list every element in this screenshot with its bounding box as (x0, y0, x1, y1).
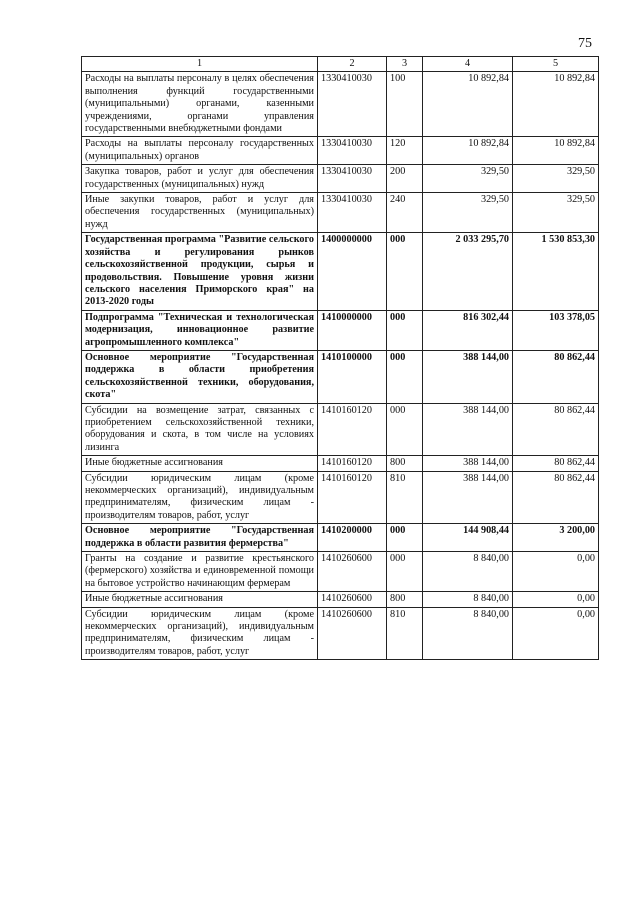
row-type-cell: 810 (387, 471, 423, 524)
row-code-cell: 1410160120 (318, 456, 387, 471)
row-value-col5: 1 530 853,30 (513, 233, 599, 310)
header-col-3: 3 (387, 57, 423, 72)
table-row (82, 403, 599, 456)
row-value-col4: 10 892,84 (423, 72, 513, 137)
row-value-col5: 0,00 (513, 592, 599, 607)
table-row (82, 193, 599, 233)
row-type-cell: 120 (387, 137, 423, 165)
row-type-cell: 000 (387, 310, 423, 350)
row-type-cell: 810 (387, 607, 423, 660)
row-code-cell: 1410100000 (318, 350, 387, 403)
row-name-cell: Подпрограмма "Техническая и технологическая модернизация, инновационное развитие агропромышленного комплекса" (82, 310, 318, 350)
row-value-col4: 388 144,00 (423, 471, 513, 524)
row-value-col4: 329,50 (423, 193, 513, 233)
row-type-cell: 800 (387, 456, 423, 471)
row-value-col4: 2 033 295,70 (423, 233, 513, 310)
row-type-cell: 100 (387, 72, 423, 137)
table-row (82, 310, 599, 350)
row-type-cell: 000 (387, 524, 423, 552)
row-code-cell: 1330410030 (318, 72, 387, 137)
row-name-cell: Государственная программа "Развитие сельского хозяйства и регулирования рынков сельскохозяйственной продукции, сырья и продовольствия. Повышение уровня жизни сельского населения Приморского края" на 2013-2020 годы (82, 233, 318, 310)
table-row (82, 592, 599, 607)
row-code-cell: 1330410030 (318, 193, 387, 233)
table-row (82, 456, 599, 471)
table-row (82, 137, 599, 165)
row-value-col4: 8 840,00 (423, 607, 513, 660)
table-row (82, 72, 599, 137)
header-col-5: 5 (513, 57, 599, 72)
table-row (82, 233, 599, 310)
row-type-cell: 000 (387, 350, 423, 403)
row-value-col5: 80 862,44 (513, 403, 599, 456)
row-type-cell: 800 (387, 592, 423, 607)
row-name-cell: Основное мероприятие "Государственная поддержка в области развития фермерства" (82, 524, 318, 552)
row-code-cell: 1410260600 (318, 552, 387, 592)
row-type-cell: 000 (387, 552, 423, 592)
table-row (82, 165, 599, 193)
row-name-cell: Закупка товаров, работ и услуг для обеспечения государственных (муниципальных) нужд (82, 165, 318, 193)
row-code-cell: 1410260600 (318, 592, 387, 607)
row-type-cell: 240 (387, 193, 423, 233)
row-code-cell: 1410260600 (318, 607, 387, 660)
row-code-cell: 1410000000 (318, 310, 387, 350)
page-number: 75 (578, 36, 592, 51)
row-name-cell: Гранты на создание и развитие крестьянского (фермерского) хозяйства и единовременной помощи на бытовое устройство начинающим фермерам (82, 552, 318, 592)
row-name-cell: Иные бюджетные ассигнования (82, 592, 318, 607)
row-name-cell: Субсидии на возмещение затрат, связанных с приобретением сельскохозяйственной техники, оборудования и скота, в том числе на условиях лизинга (82, 403, 318, 456)
row-value-col4: 816 302,44 (423, 310, 513, 350)
row-value-col5: 329,50 (513, 193, 599, 233)
row-name-cell: Субсидии юридическим лицам (кроме некоммерческих организаций), индивидуальным предпринимателям, физическим лицам - производителям товаров, работ, услуг (82, 607, 318, 660)
row-name-cell: Иные закупки товаров, работ и услуг для обеспечения государственных (муниципальных) нужд (82, 193, 318, 233)
row-name-cell: Основное мероприятие "Государственная поддержка в области приобретения сельскохозяйственной техники, оборудования, скота" (82, 350, 318, 403)
row-value-col4: 8 840,00 (423, 552, 513, 592)
row-name-cell: Расходы на выплаты персоналу в целях обеспечения выполнения функций государственными (муниципальными) органами, казенными учреждениями, органами управления государственными внебюджетными фондами (82, 72, 318, 137)
header-col-2: 2 (318, 57, 387, 72)
row-type-cell: 000 (387, 403, 423, 456)
header-row (82, 57, 599, 72)
row-value-col4: 144 908,44 (423, 524, 513, 552)
row-value-col5: 0,00 (513, 552, 599, 592)
table-row (82, 552, 599, 592)
table-header (82, 57, 599, 72)
row-value-col4: 10 892,84 (423, 137, 513, 165)
row-value-col5: 80 862,44 (513, 471, 599, 524)
header-col-1: 1 (82, 57, 318, 72)
row-value-col4: 388 144,00 (423, 350, 513, 403)
row-value-col5: 103 378,05 (513, 310, 599, 350)
row-type-cell: 200 (387, 165, 423, 193)
table-row (82, 350, 599, 403)
row-value-col4: 388 144,00 (423, 403, 513, 456)
row-value-col5: 0,00 (513, 607, 599, 660)
row-name-cell: Субсидии юридическим лицам (кроме некоммерческих организаций), индивидуальным предпринимателям, физическим лицам - производителям товаров, работ, услуг (82, 471, 318, 524)
row-code-cell: 1330410030 (318, 165, 387, 193)
table-body (82, 72, 599, 660)
row-type-cell: 000 (387, 233, 423, 310)
row-value-col5: 10 892,84 (513, 72, 599, 137)
row-value-col5: 10 892,84 (513, 137, 599, 165)
row-name-cell: Иные бюджетные ассигнования (82, 456, 318, 471)
row-code-cell: 1330410030 (318, 137, 387, 165)
row-value-col4: 8 840,00 (423, 592, 513, 607)
table-row (82, 524, 599, 552)
budget-table (81, 56, 599, 660)
table-row (82, 607, 599, 660)
row-code-cell: 1410160120 (318, 471, 387, 524)
row-code-cell: 1400000000 (318, 233, 387, 310)
row-value-col4: 388 144,00 (423, 456, 513, 471)
table-row (82, 471, 599, 524)
row-code-cell: 1410200000 (318, 524, 387, 552)
row-value-col5: 3 200,00 (513, 524, 599, 552)
row-value-col4: 329,50 (423, 165, 513, 193)
row-value-col5: 80 862,44 (513, 350, 599, 403)
row-name-cell: Расходы на выплаты персоналу государственных (муниципальных) органов (82, 137, 318, 165)
row-value-col5: 329,50 (513, 165, 599, 193)
row-value-col5: 80 862,44 (513, 456, 599, 471)
row-code-cell: 1410160120 (318, 403, 387, 456)
header-col-4: 4 (423, 57, 513, 72)
